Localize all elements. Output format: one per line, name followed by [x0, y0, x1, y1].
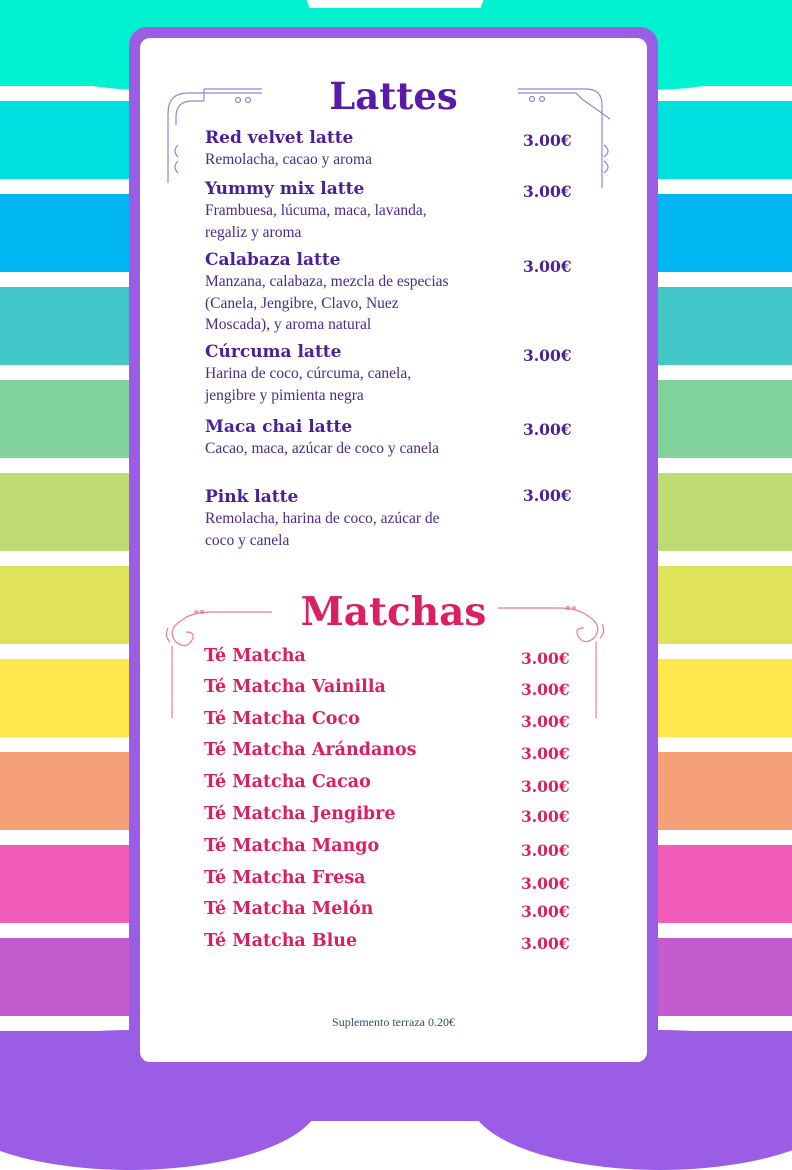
latte-price: 3.00€	[523, 420, 572, 439]
matcha-item	[204, 772, 584, 796]
latte-name: Calabaza latte	[205, 250, 341, 270]
latte-price: 3.00€	[523, 131, 572, 150]
matcha-item	[204, 709, 584, 733]
latte-description: Remolacha, cacao y aroma	[205, 151, 372, 168]
latte-item	[205, 127, 585, 171]
latte-price: 3.00€	[523, 486, 572, 505]
terrace-supplement-note: Suplemento terraza 0.20€	[332, 1015, 455, 1029]
latte-description: Remolacha, harina de coco, azúcar de coco y canela	[205, 510, 440, 549]
matcha-name: Té Matcha Arándanos	[204, 740, 417, 760]
matcha-item	[204, 804, 584, 828]
matcha-price: 3.00€	[521, 902, 570, 921]
latte-item	[205, 249, 585, 336]
matcha-item	[204, 740, 584, 764]
latte-description: Manzana, calabaza, mezcla de especias (Canela, Jengibre, Clavo, Nuez Moscada), y aroma natural	[205, 273, 449, 333]
matcha-price: 3.00€	[521, 712, 570, 731]
matcha-name: Té Matcha Cacao	[204, 772, 371, 792]
latte-name: Cúrcuma latte	[205, 342, 342, 362]
matchas-title: Matchas	[300, 589, 487, 635]
matcha-item	[204, 899, 584, 923]
matcha-name: Té Matcha Coco	[204, 709, 360, 729]
matcha-name: Té Matcha Mango	[204, 836, 380, 856]
latte-name: Maca chai latte	[205, 417, 353, 437]
latte-description: Frambuesa, lúcuma, maca, lavanda, regaliz y aroma	[205, 202, 427, 241]
matcha-name: Té Matcha	[204, 646, 306, 666]
latte-item	[205, 486, 585, 551]
matcha-item	[204, 677, 584, 701]
latte-price: 3.00€	[523, 182, 572, 201]
matcha-price: 3.00€	[521, 841, 570, 860]
matcha-price: 3.00€	[521, 874, 570, 893]
matcha-price: 3.00€	[521, 680, 570, 699]
matcha-price: 3.00€	[521, 807, 570, 826]
matcha-price: 3.00€	[521, 777, 570, 796]
matcha-item	[204, 931, 584, 955]
latte-description: Harina de coco, cúrcuma, canela, jengibre y pimienta negra	[205, 365, 412, 404]
matcha-name: Té Matcha Jengibre	[204, 804, 396, 824]
latte-item	[205, 416, 585, 460]
matcha-name: Té Matcha Melón	[204, 899, 374, 919]
matcha-item	[204, 868, 584, 892]
matcha-name: Té Matcha Blue	[204, 931, 358, 951]
latte-name: Yummy mix latte	[205, 179, 365, 199]
latte-price: 3.00€	[523, 346, 572, 365]
matcha-name: Té Matcha Vainilla	[204, 677, 386, 697]
latte-item	[205, 178, 585, 243]
matcha-price: 3.00€	[521, 934, 570, 953]
matcha-name: Té Matcha Fresa	[204, 868, 366, 888]
latte-name: Pink latte	[205, 487, 299, 507]
latte-name: Red velvet latte	[205, 128, 354, 148]
matcha-price: 3.00€	[521, 649, 570, 668]
latte-price: 3.00€	[523, 257, 572, 276]
latte-description: Cacao, maca, azúcar de coco y canela	[205, 440, 440, 457]
matcha-item	[204, 646, 584, 670]
matcha-item	[204, 836, 584, 860]
matcha-price: 3.00€	[521, 744, 570, 763]
latte-item	[205, 341, 585, 406]
lattes-title: Lattes	[329, 74, 458, 118]
